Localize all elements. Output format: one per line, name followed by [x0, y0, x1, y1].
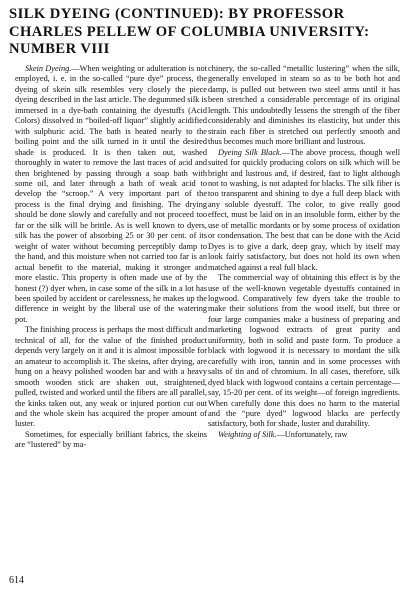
left-column	[15, 64, 207, 451]
paragraph-text: The finishing process is perhaps the most difficult and technical of all, for the value of the finished product depends very largely on it and it is almost impossible for an amateur to accomplish it. The skeins, after drying, are hung on a heavy polished wooden bar and with a heavy smooth wooden stick are shaken out, straightened, pulled, twisted and worked until the fibers are all parallel, the kinks taken out, any weak or injured portion cut out and the whole skein has acquired the proper amount of luster.	[15, 325, 207, 429]
section-lead: Skein Dyeing.	[25, 64, 72, 73]
paragraph-text: Sometimes, for especially brilliant fabrics, the skeins are “lustered” by ma-	[15, 429, 207, 450]
paragraph-weighting	[208, 430, 400, 440]
right-column	[208, 64, 400, 440]
paragraph-text: —The above process, though well suited for quickly producing colors on silk which will be bright and lustrous and, if desired, fast to light although not to washing, is not adapted for blacks. The silk fiber is too transparent and shining to dye a full deep black with any soluble dyestuff. The color, to give really good effect, must be laid on in an insoluble form, either by the use of metallic mordants or by some process of oxidation or condensation. The best that can be done with the Acid Dyes is to give a dark, deep gray, which by itself may look fairly satisfactory, but does not hold its own when matched against a real full black.	[208, 147, 400, 272]
paragraph-skein-dyeing	[15, 64, 207, 325]
paragraph-text: —When weighting or adulteration is not employed, i. e. in the so-called “pure dye” process, the dyeing of skein silk resembles very closely the piece dyeing described in the last article. The degummed silk is immersed in a dye-bath containing the dyestuffs (Acid Colors) dissolved in “boiled-off liquor” slightly acidified with sulphuric acid. The bath is heated nearly to the boiling point and the silk turned in it until the desired shade is produced. It is then taken out, washed thoroughly in water to remove the last traces of acid and then brightened by passing through a soap bath with some oil, and later through a bath of weak acid to develop the “scroop.” A very important part of the process is the final drying and finishing. The drying should be done slowly and carefully and not proceed too far or the silk will be brittle. As is well known to dyers, silk has the power of absorbing 25 or 30 per cent. of its weight of water without becoming perceptibly damp to the hand, and this moisture when not carried too far is an actual benefit to the material, making it stronger and more elastic. This property is often made use of by the honest (?) dyer when, in case some of the silk in a lot has been spoiled by accident or carelessness, he makes up the difference in weight by the liberal use of the watering pot.	[15, 64, 207, 324]
paragraph-dyeing-black	[208, 148, 400, 273]
section-lead: Weighting of Silk.	[218, 429, 277, 439]
paragraph-logwood	[208, 273, 400, 430]
section-lead: Dyeing Silk Black.	[218, 147, 282, 157]
page-number: 614	[9, 575, 24, 586]
paragraph-text: chinery, the so-called “metallic lustering” when the silk, generally enveloped in steam so as to be both hot and damp, is pulled out between two steel arms until it has been stretched a considerable percentage of its original length. This undoubtedly lessens the strength of the fiber considerably and diminishes its elasticity, but under this strain each fiber is stretched out perfectly smooth and thus becomes much more brilliant and lustrous.	[208, 64, 400, 147]
paragraph-lustering-continued	[208, 64, 400, 148]
paragraph-text: The commercial way of obtaining this effect is by the use of the well-known vegetable dyestuffs contained in logwood. Comparatively few dyers take the trouble to make their solutions from the wood itself, but three or four large companies make a business of preparing and marketing logwood extracts of great purity and uniformity, both in solid and paste form. To produce a black with logwood it is necessary to mordant the silk carefully with iron, tannin and in some processes with salts of tin and of chromium. In all cases, therefore, silk dyed black with logwood contains a certain percentage—say, 15-20 per cent. of its weight—of foreign ingredients. When carefully done this does no harm to the material and the “pure dyed” logwood blacks are perfectly satisfactory, both for shade, luster and durability.	[208, 273, 400, 429]
paragraph-text: —Unfortunately, raw	[276, 429, 348, 439]
paragraph-lustering-start	[15, 430, 207, 451]
paragraph-finishing	[15, 325, 207, 430]
article-title: SILK DYEING (CONTINUED): BY PROFESSOR CHARLES PELLEW OF COLUMBIA UNIVERSITY: NUMBER VIII	[9, 6, 370, 57]
